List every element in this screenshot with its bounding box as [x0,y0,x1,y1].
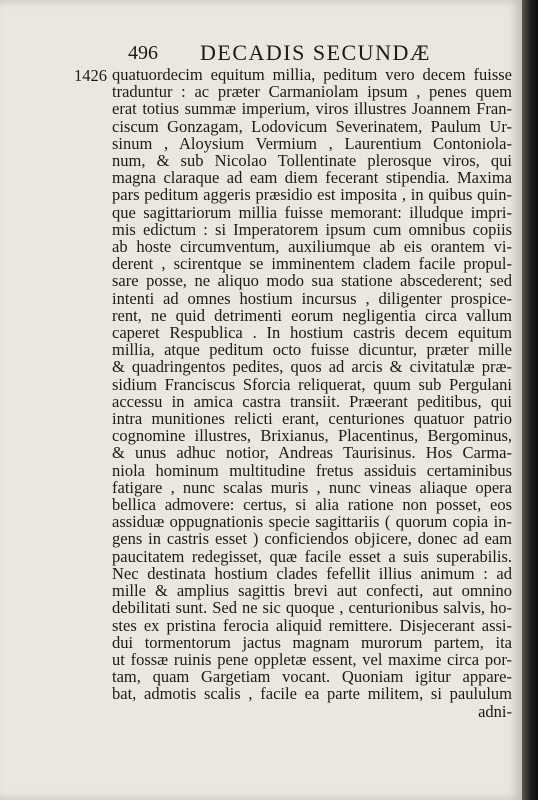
text-line: bat, admotis scalis , facile ea parte militem, si paululum [112,684,512,704]
text-line: traduntur : ac præter Carmaniolam ipsum , penes quem [112,82,512,102]
text-line: rent, ne quid detrimenti eorum negligentia circa vallum [112,305,512,325]
catchword: adni- [478,701,512,721]
text-line: ab hoste circumventum, auxiliumque ab eis orantem vi- [112,237,512,257]
text-line: mis edictum : si Imperatorem ipsum cum omnibus copiis [112,219,512,239]
book-spine-shadow [522,0,538,800]
text-line: caperet Respublica . In hostium castris decem equitum [112,323,512,343]
text-line: & unus adhuc notior, Andreas Taurisinus. Hos Carma- [112,443,512,463]
text-line: stes ex pristina ferocia aliquid remittere. Disjecerant assi- [112,615,512,635]
text-line: gens in castris esset ) conficiendos objicere, donec ad eam [112,529,512,549]
text-line: erat totius summæ imperium, viros illustres Joannem Fran- [112,99,512,119]
text-line: sidium Franciscus Sforcia reliquerat, quum sub Pergulani [112,374,512,394]
text-line: & quadringentos pedites, quos ad arcis & civitatulæ præ- [112,357,512,377]
text-line: bellica admovere: certus, si alia ratione non posset, eos [112,495,512,515]
text-line: intenti ad omnes hostium incursus , diligenter prospice- [112,288,512,308]
running-head: DECADIS SECUNDÆ [200,40,431,65]
text-line: que sagittariorum millia fuisse memorant: illudque impri- [112,202,512,222]
text-line: sare posse, ne aliquo modo sua statione abscederent; sed [112,271,512,291]
text-line: intra munitiones relicti erant, centuriones quatuor patrio [112,409,512,429]
text-line: derent , scirentque se imminentem cladem facile propul- [112,254,512,274]
text-line: mille & amplius sagittis brevi aut confecti, aut omnino [112,581,512,601]
margin-year: 1426 [74,66,107,85]
text-line: sinum , Aloysium Vermium , Laurentium Contoniola- [112,133,512,153]
text-line: pars peditum aggeris præsidio est imposita , in quibus quin- [112,185,512,205]
text-line: quatuordecim equitum millia, peditum vero decem fuisse [112,65,512,84]
text-line: accessu in amica castra transiit. Præerant peditibus, qui [112,391,512,411]
body-text [112,66,512,720]
text-line: niola hominum multitudine fretus assiduis certaminibus [112,460,512,480]
text-line: dui tormentorum jactus magnam murorum partem, ita [112,632,512,652]
text-line: paucitatem redegisset, quæ facile esset a suis superabilis. [112,546,512,566]
text-line: fatigare , nunc scalas muris , nunc vineas aliaque opera [112,477,512,497]
text-line: tam, quam Gargetiam vocant. Quoniam igitur appare- [112,667,512,687]
text-line: magna claraque ad eam diem fecerant stipendia. Maxima [112,168,512,188]
text-line: num, & sub Nicolao Tollentinate plerosque viros, qui [112,151,512,171]
text-line: millia, atque peditum octo fuisse dicuntur, præter mille [112,340,512,360]
text-line: assiduæ oppugnationis specie sagittariis ( quorum copia in- [112,512,512,532]
text-line: ciscum Gonzagam, Lodovicum Severinatem, Paulum Ur- [112,116,512,136]
text-line: ut fossæ ruinis pene oppletæ essent, vel maxime circa por- [112,649,512,669]
page-header [0,38,522,68]
text-line: debilitati sunt. Sed ne sic quoque , centurionibus salvis, ho- [112,598,512,618]
text-line: cognomine illustres, Brixianus, Placentinus, Bergominus, [112,426,512,446]
page-number: 496 [128,42,158,64]
text-line: Nec destinata hostium clades fefellit illius animum : ad [112,563,512,583]
